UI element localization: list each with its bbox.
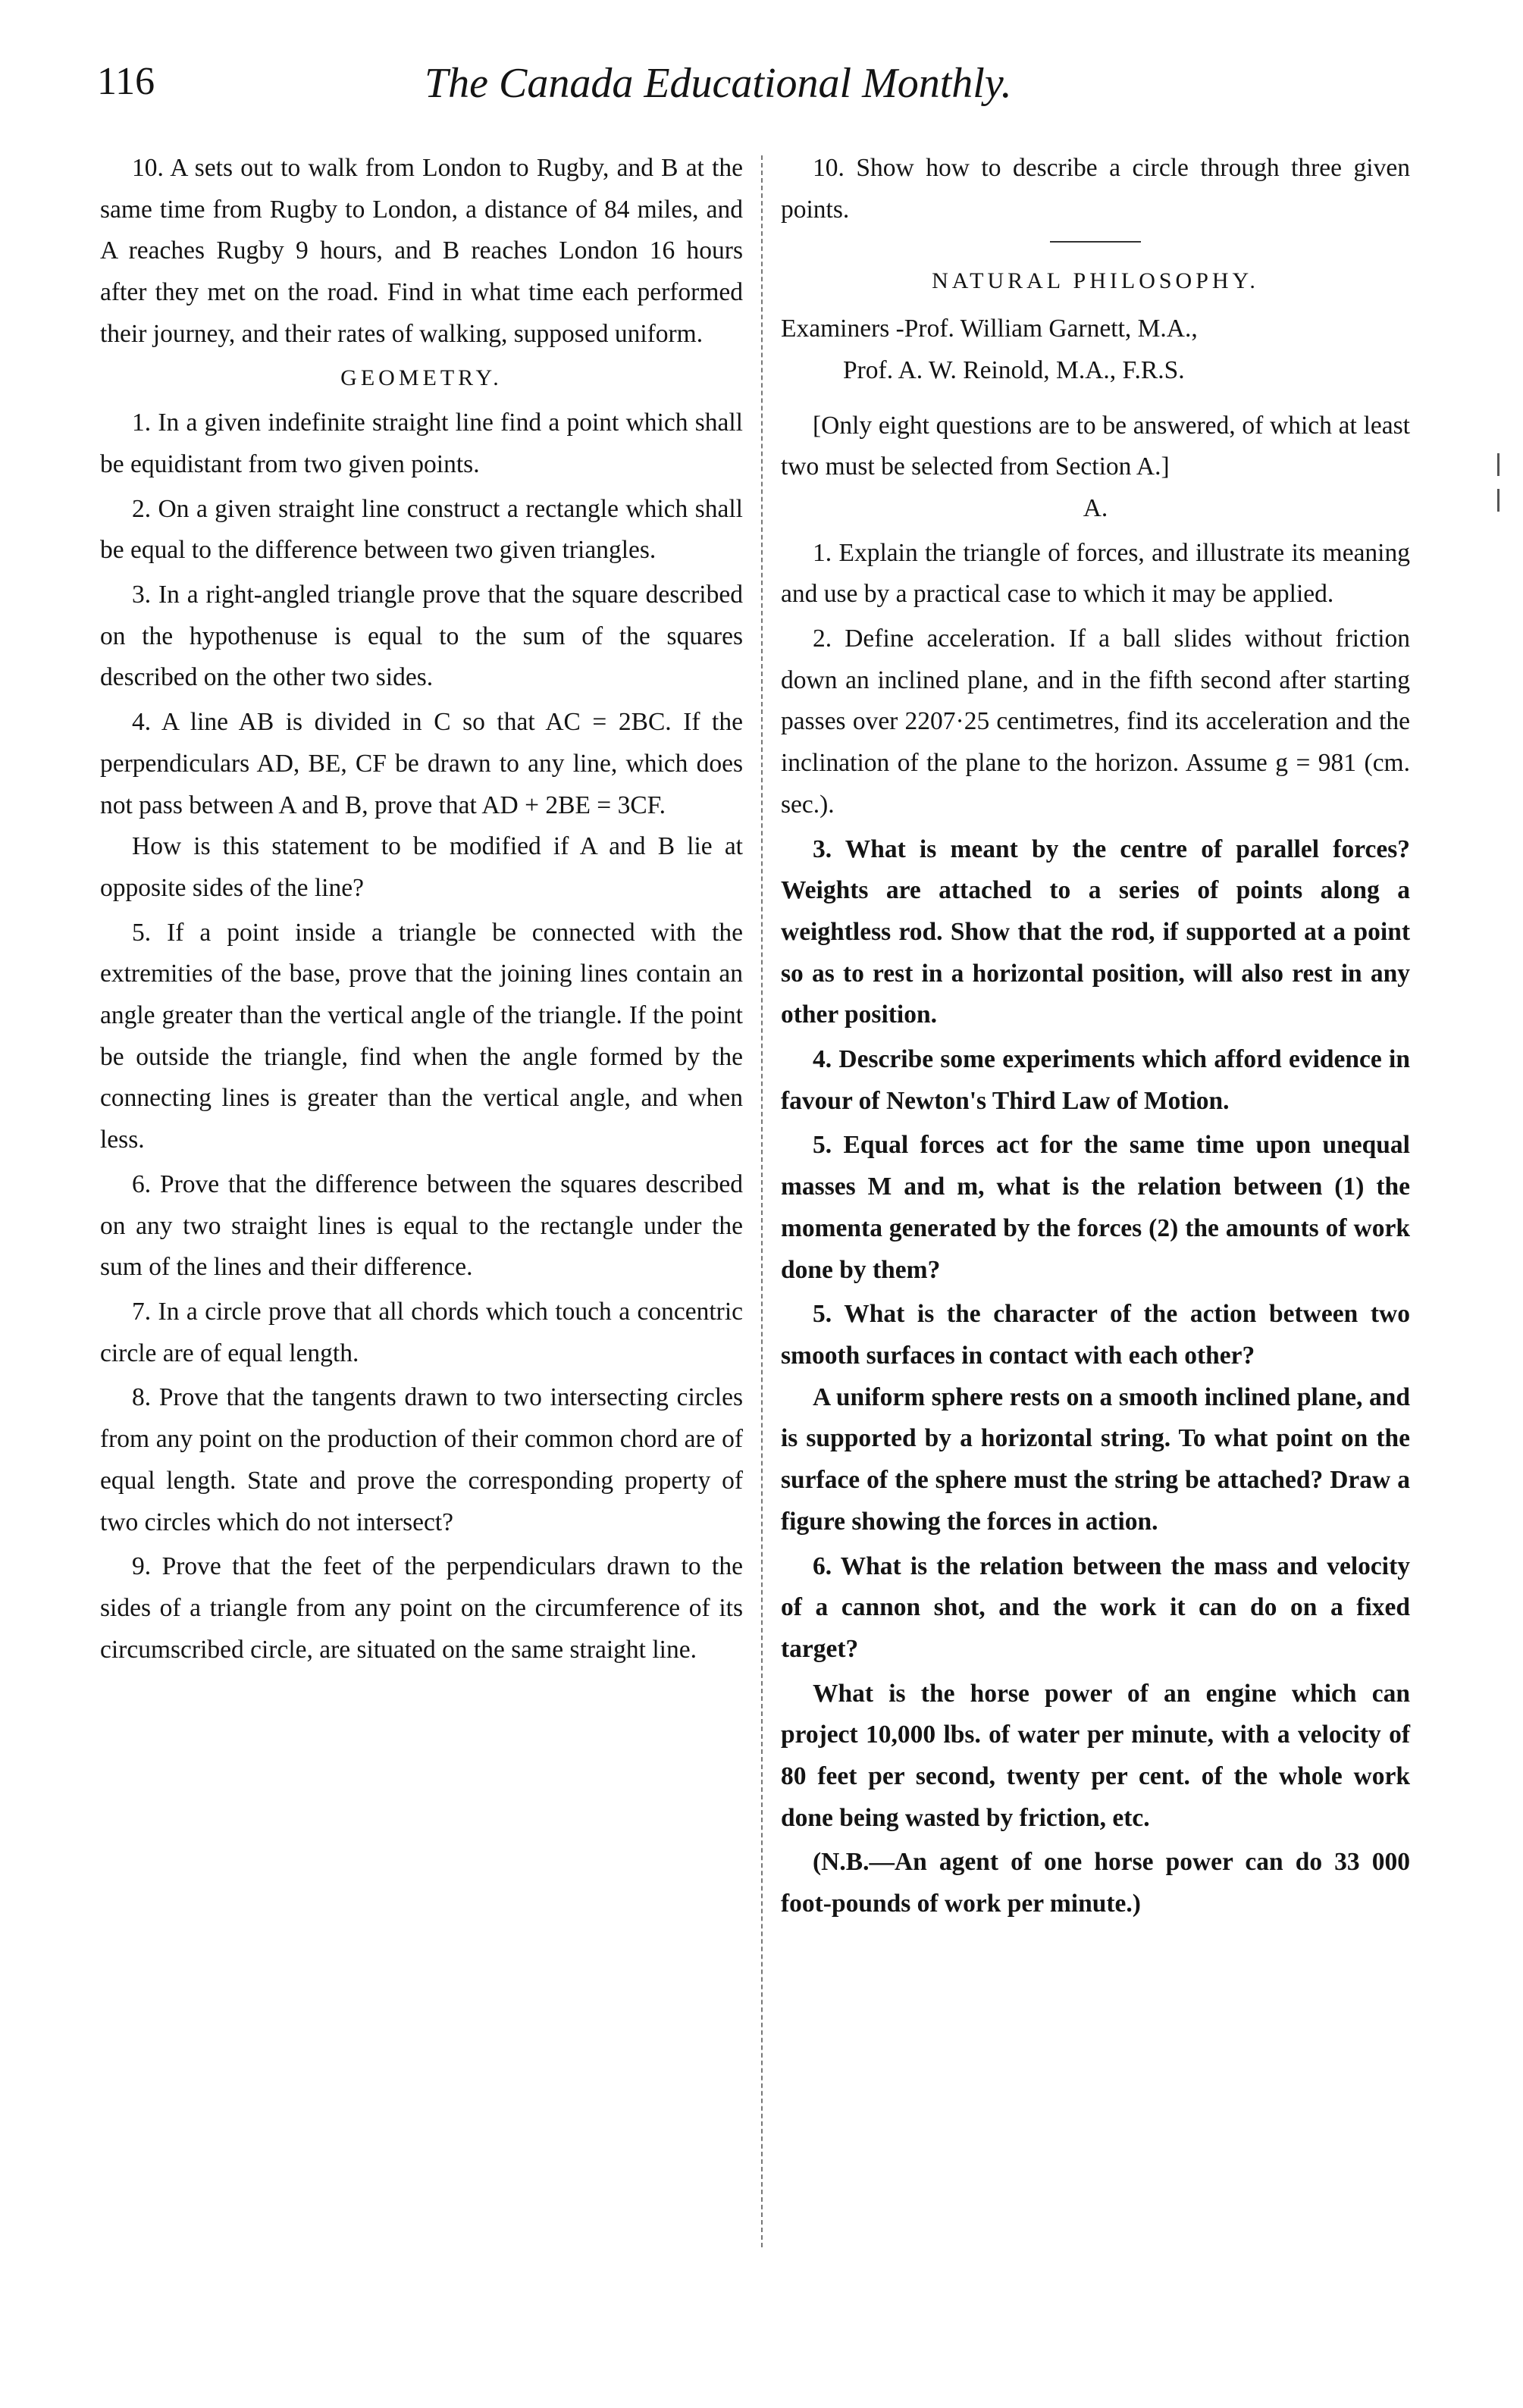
examiners-line-2: Prof. A. W. Reinold, M.A., F.R.S.: [843, 355, 1185, 384]
right-edge-mark: [1497, 453, 1499, 476]
page-number: 116: [97, 60, 155, 103]
physics-question-6-note: (N.B.—An agent of one horse power can do 33 000 foot-pounds of work per minute.): [781, 1848, 1410, 1918]
section-rule: [1050, 241, 1141, 243]
natural-philosophy-heading: NATURAL PHILOSOPHY.: [932, 268, 1259, 294]
geometry-question-3: 3. In a right-angled triangle prove that the square described on the hypothenuse is equal to the sum of the squares described on the other two sides.: [100, 581, 743, 692]
geometry-question-6: 6. Prove that the difference between the squares described on any two straight lines is equal to the rectangle under the sum of the lines and their difference.: [100, 1170, 743, 1282]
geometry-question-9: 9. Prove that the feet of the perpendiculars drawn to the sides of a triangle from any point on the circumference of its circumscribed circle, are situated on the same straight line.: [100, 1552, 743, 1664]
physics-question-6: 6. What is the relation between the mass and velocity of a cannon shot, and the work it can do on a fixed target?: [781, 1552, 1410, 1663]
examiners-line-1: Examiners -Prof. William Garnett, M.A.,: [781, 315, 1198, 343]
right-column: [781, 148, 1410, 1925]
physics-question-5-continued: A uniform sphere rests on a smooth inclined plane, and is supported by a horizontal string. To what point on the surface of the sphere must the string be attached? Draw a figure showing the forces in action.: [781, 1382, 1410, 1536]
geometry-question-4: 4. A line AB is divided in C so that AC = 2BC. If the perpendiculars AD, BE, CF be drawn to any line, which does not pass between A and B, prove that AD + 2BE = 3CF.: [100, 708, 743, 819]
geometry-question-1: 1. In a given indefinite straight line find a point which shall be equidistant from two given points.: [100, 409, 743, 478]
geometry-question-10: 10. Show how to describe a circle through three given points.: [781, 154, 1410, 224]
physics-question-6-continued: What is the horse power of an engine which can project 10,000 lbs. of water per minute, with a velocity of 80 feet per second, twenty per cent. of the whole work done being wasted by friction, etc.: [781, 1679, 1410, 1832]
geometry-question-7: 7. In a circle prove that all chords which touch a concentric circle are of equal length.: [100, 1297, 743, 1367]
geometry-question-2: 2. On a given straight line construct a rectangle which shall be equal to the difference between two given triangles.: [100, 494, 743, 565]
physics-question-4: 4. Describe some experiments which afford evidence in favour of Newton's Third Law of Motion.: [781, 1045, 1410, 1115]
arithmetic-question-10: 10. A sets out to walk from London to Rugby, and B at the same time from Rugby to London, a distance of 84 miles, and A reaches Rugby 9 hours, and B reaches London 16 hours after they met on the road. Find in what time each performed their journey, and their rates of walking, supposed uniform.: [100, 154, 743, 348]
column-divider: [761, 155, 763, 2247]
instructions-note: [Only eight questions are to be answered, of which at least two must be selected from Section A.]: [781, 411, 1410, 481]
physics-question-2: 2. Define acceleration. If a ball slides without friction down an inclined plane, and in the fifth second after starting passes over 2207·25 centimetres, find its acceleration and the inclination of the plane to the horizon. Assume g = 981 (cm. sec.).: [781, 625, 1410, 819]
examiners: [781, 308, 1410, 391]
physics-question-5-second: 5. What is the character of the action between two smooth surfaces in contact with each other?: [781, 1300, 1410, 1370]
running-title: The Canada Educational Monthly.: [425, 60, 1012, 107]
physics-question-3: 3. What is meant by the centre of parallel forces? Weights are attached to a series of points along a weightless rod. Show that the rod, if supported at a point so as to rest in a horizontal position, will also rest in any other position.: [781, 835, 1410, 1029]
right-edge-mark: [1497, 489, 1499, 512]
left-column: [100, 148, 743, 1671]
physics-question-5: 5. Equal forces act for the same time upon unequal masses M and m, what is the relation between (1) the momenta generated by the forces (2) the amounts of work done by them?: [781, 1131, 1410, 1284]
geometry-question-4-continued: How is this statement to be modified if A and B lie at opposite sides of the line?: [100, 832, 743, 902]
geometry-question-8: 8. Prove that the tangents drawn to two intersecting circles from any point on the production of their common chord are of equal length. State and prove the corresponding property of two circles which do not intersect?: [100, 1383, 743, 1536]
geometry-heading: GEOMETRY.: [340, 365, 503, 390]
section-a-heading: A.: [1083, 493, 1108, 522]
geometry-question-5: 5. If a point inside a triangle be connected with the extremities of the base, prove that the joining lines contain an angle greater than the vertical angle of the triangle. If the point be outside the triangle, find when the angle formed by the connecting lines is greater than the vertical angle, and when less.: [100, 918, 743, 1154]
physics-question-1: 1. Explain the triangle of forces, and illustrate its meaning and use by a practical case to which it may be applied.: [781, 538, 1410, 609]
